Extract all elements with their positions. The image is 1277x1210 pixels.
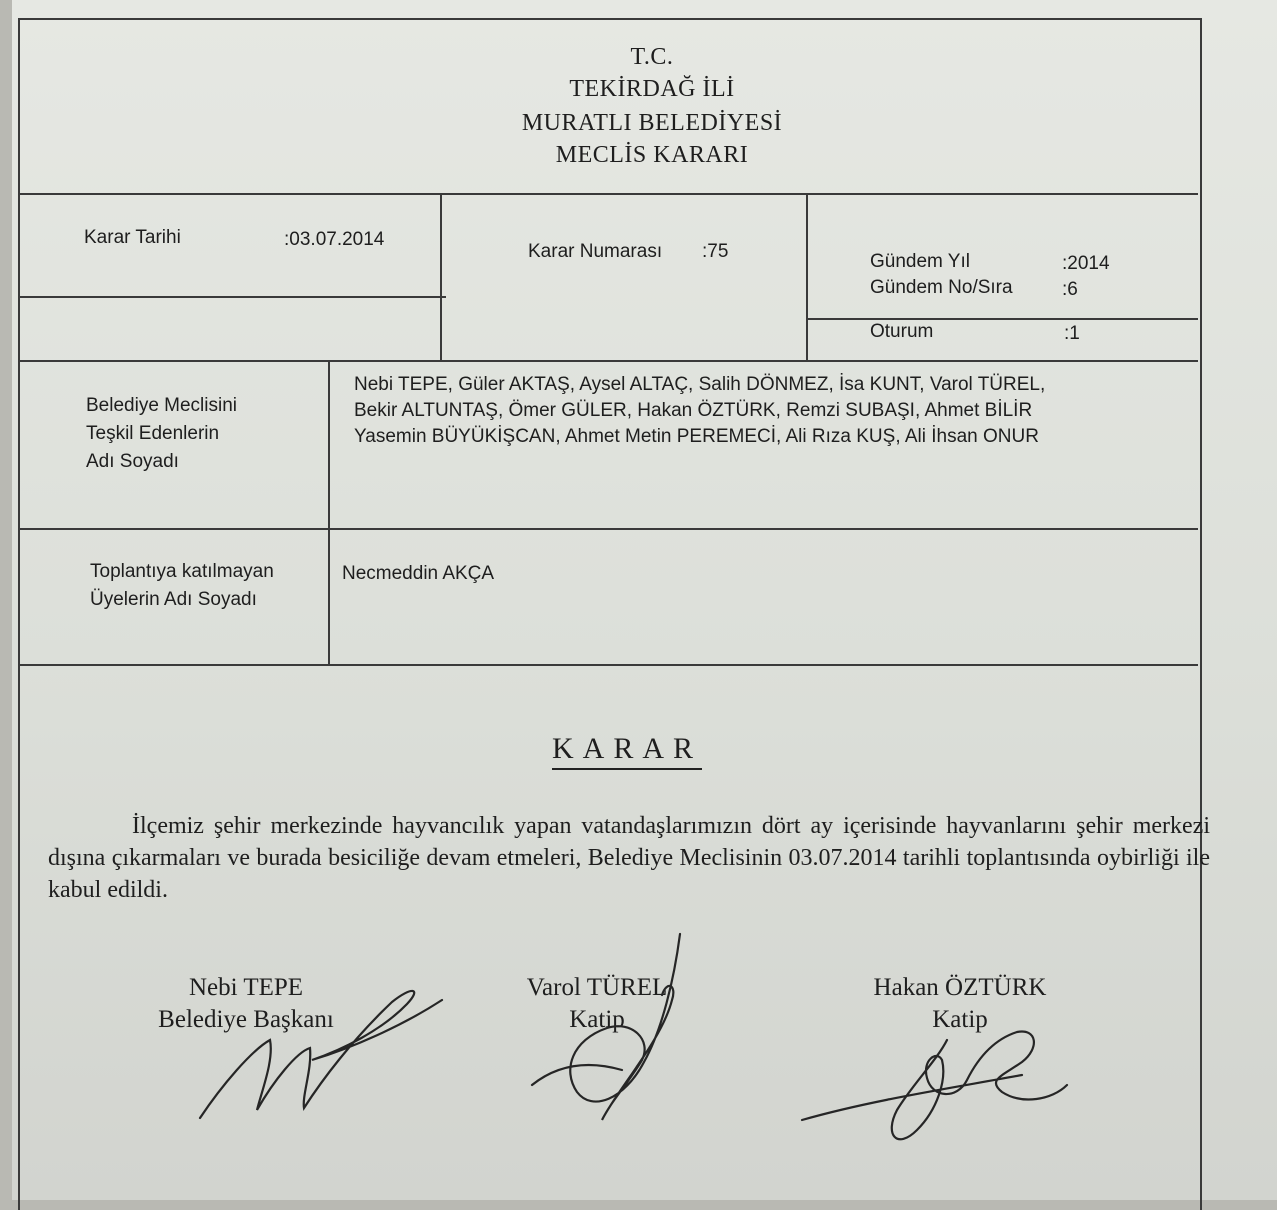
session-label: Oturum (870, 321, 934, 342)
agenda-year-label: Gündem Yıl (870, 251, 970, 272)
decision-number-label: Karar Numarası (528, 241, 663, 262)
agenda-no-label: Gündem No/Sıra (870, 277, 1013, 298)
agenda-no-value: :6 (1062, 279, 1078, 300)
members-label-line3: Adı Soyadı (86, 451, 179, 472)
signer-title: Katip (569, 1006, 625, 1033)
header-line-municipality: MURATLI BELEDİYESİ (521, 110, 783, 136)
signature-mayor (200, 991, 442, 1118)
absent-names: Necmeddin AKÇA (342, 563, 495, 584)
session-value: :1 (1064, 323, 1080, 344)
absent-label-line1: Toplantıya katılmayan (90, 561, 274, 582)
signer-name: Varol TÜREL (526, 974, 668, 1001)
absent-label-line2: Üyelerin Adı Soyadı (90, 589, 257, 610)
signature-clerk-1 (532, 934, 680, 1120)
decision-date-label: Karar Tarihi (84, 227, 181, 248)
decision-title: KARAR (552, 732, 702, 770)
signature-clerk-2 (802, 1031, 1067, 1139)
members-list-line: Yasemin BÜYÜKİŞCAN, Ahmet Metin PEREMECİ, Ali Rıza KUŞ, Ali İhsan ONUR (354, 426, 1039, 447)
signer-title: Katip (932, 1006, 988, 1033)
signer-name: Nebi TEPE (188, 974, 304, 1001)
agenda-year-value: :2014 (1062, 253, 1110, 274)
decision-text: İlçemiz şehir merkezinde hayvancılık yapan vatandaşlarımızın dört ay içerisinde hayvanlarını şehir merkezi dışına çıkarmaları ve burada besiciliğe devam etmeleri, Belediye Meclisinin 03.07.2014 tarihli toplantısında oybirliği ile kabul edildi. (48, 813, 1210, 903)
decision-date-value: :03.07.2014 (284, 229, 385, 250)
handwritten-signatures (12, 0, 1277, 1200)
header-line-province: TEKİRDAĞ İLİ (569, 76, 735, 102)
header-line-document-type: MECLİS KARARI (555, 142, 749, 168)
signer-title: Belediye Başkanı (158, 1006, 334, 1033)
decision-number-value: :75 (702, 241, 729, 262)
members-label-line1: Belediye Meclisini (86, 395, 238, 416)
document-page (12, 0, 1277, 1200)
members-list-line: Nebi TEPE, Güler AKTAŞ, Aysel ALTAÇ, Salih DÖNMEZ, İsa KUNT, Varol TÜREL, (354, 374, 1046, 395)
members-label-line2: Teşkil Edenlerin (86, 423, 220, 444)
signer-name: Hakan ÖZTÜRK (873, 974, 1047, 1001)
header-line-tc: T.C. (630, 44, 674, 70)
members-list-line: Bekir ALTUNTAŞ, Ömer GÜLER, Hakan ÖZTÜRK, Remzi SUBAŞI, Ahmet BİLİR (354, 400, 1033, 421)
